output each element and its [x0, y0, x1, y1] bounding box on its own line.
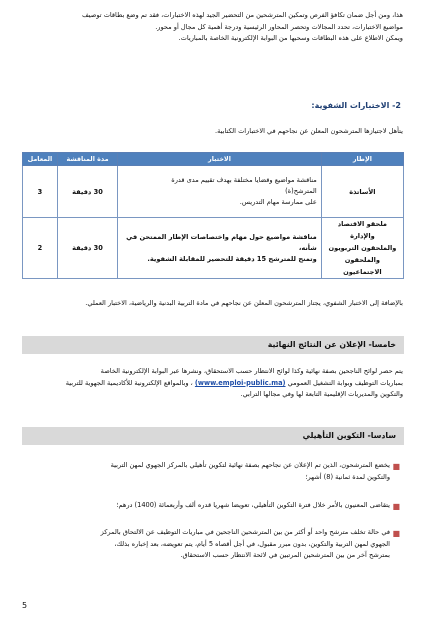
practical-exam-note: بالإضافة إلى الاختبار الشفوي، يجتاز المترشحون المعلن عن نجاحهم في مادة التربية البدنية والرياضية، الاختبار العملي. — [85, 299, 403, 307]
cell-duration: 30 دقيقة — [57, 166, 117, 218]
list-item-line: بمترشح آخر من بين المترشحين المرتبين في لائحة الانتظار حسب الاستحقاق. — [180, 551, 390, 559]
list-item — [22, 500, 400, 512]
header-exam: الاختبار — [118, 153, 322, 166]
section-6-title: سادسا- التكوين التأهيلي — [22, 427, 404, 445]
cell-frame-line: والملحقون التربويون — [328, 244, 397, 252]
cell-coefficient: 2 — [23, 218, 58, 279]
list-item-line: والتكوين لمدة ثمانية (8) أشهر؛ — [305, 472, 390, 481]
bullet-icon: ■ — [392, 529, 400, 538]
cell-exam — [118, 218, 322, 279]
cell-exam-line: مناقشة مواضيع حول مهام واختصاصات الإطار الممتحن في شأنه، — [126, 232, 317, 252]
table-header-row — [23, 153, 404, 166]
cell-exam-line: المترشح(ة) — [285, 187, 317, 195]
intro-line-3: ويمكن الاطلاع على هذه البطاقات وسحبها من البوابة الإلكترونية الخاصة بالمباريات. — [178, 34, 403, 42]
cell-exam-line: مناقشة مواضيع وقضايا مختلفة بهدف تقييم مدى قدرة — [171, 176, 317, 184]
cell-exam-line: على ممارسة مهام التدريس. — [239, 198, 317, 206]
table-row — [23, 166, 404, 218]
cell-exam — [118, 166, 322, 218]
cell-coefficient: 3 — [23, 166, 58, 218]
section-5-line-2-start: بمباريات التوظيف وبوابة التشغيل العمومي — [287, 378, 403, 387]
oral-exams-lead: يتأهل لاجتيازها المترشحون المعلن عن نجاحهم في الاختبارات الكتابية. — [215, 127, 403, 135]
cell-frame-line: ملحقو الاقتصاد والإدارة — [337, 220, 387, 240]
cell-frame-line: والملحقون الاجتماعيون — [343, 256, 382, 276]
list-item — [22, 460, 400, 483]
list-item-line: يتقاضى المعنيون بالأمر خلال فترة التكوين التأهيلي، تعويضا شهريا قدره ألف وأربعمائة (1400) درهم؛ — [116, 501, 390, 509]
oral-exams-heading: 2- الاختبارات الشفوية: — [311, 101, 401, 110]
intro-paragraph — [22, 10, 403, 45]
list-item-line: في حالة تخلف مترشح واحد أو أكثر من بين المترشحين الناجحين في مباريات التوظيف عن الالتحاق بالمركز — [100, 528, 390, 536]
section-5-paragraph — [22, 366, 403, 401]
section-5-title: خامسا- الإعلان عن النتائج النهائية — [22, 336, 404, 354]
list-item-line: الجهوي لمهن التربية والتكوين، بدون مبرر مقبول، في أجل أقصاه 5 أيام، يتم تعويضه، بعد إخباره بذلك، — [114, 539, 390, 548]
section-5-line-3: والتكوين والمديريات الإقليمية التابعة لها وفي مجالها الترابي. — [240, 390, 403, 398]
cell-duration: 30 دقيقة — [57, 218, 117, 279]
bullet-icon: ■ — [392, 462, 400, 471]
section-5-line-2-end: ، وبالمواقع الإلكترونية للأكاديمية الجهوية للتربية — [65, 378, 193, 387]
table-row — [23, 218, 404, 279]
page-number: 5 — [22, 601, 28, 610]
list-item-line: يخضع المترشحون، الذين تم الإعلان عن نجاحهم بصفة نهائية لتكوين تأهيلي بالمركز الجهوي لمهن التربية — [110, 461, 390, 469]
list-item — [22, 527, 400, 562]
intro-line-1: هذا، ومن أجل ضمان تكافؤ الفرص وتمكين المترشحين من التحضير الجيد لهذه الاختبارات، فقد تم وضع بطاقات توصيف — [81, 11, 403, 19]
emploi-public-link[interactable]: (www.emploi-public.ma) — [194, 378, 286, 387]
header-coefficient: المعامل — [23, 153, 58, 166]
intro-line-2: مواضيع الاختبارات، تحدد المجالات وتحصر المحاور الرئيسية ودرجة أهمية كل مجال أو محور. — [155, 22, 403, 31]
oral-exams-table — [22, 152, 404, 279]
header-frame: الإطار — [321, 153, 403, 166]
section-5-line-2 — [22, 378, 403, 390]
header-duration: مدة المناقشة — [57, 153, 117, 166]
cell-frame — [321, 218, 403, 279]
cell-exam-line: وتمنح للمترشح 15 دقيقة للتحضير للمقابلة الشفوية. — [147, 254, 317, 263]
section-5-line-1: يتم حصر لوائح الناجحين بصفة نهائية وكذا لوائح الانتظار حسب الاستحقاق، ونشرها عبر البوابة الإلكترونية الخاصة — [100, 367, 403, 375]
bullet-icon: ■ — [392, 502, 400, 511]
cell-frame: الأساتذة — [321, 166, 403, 218]
